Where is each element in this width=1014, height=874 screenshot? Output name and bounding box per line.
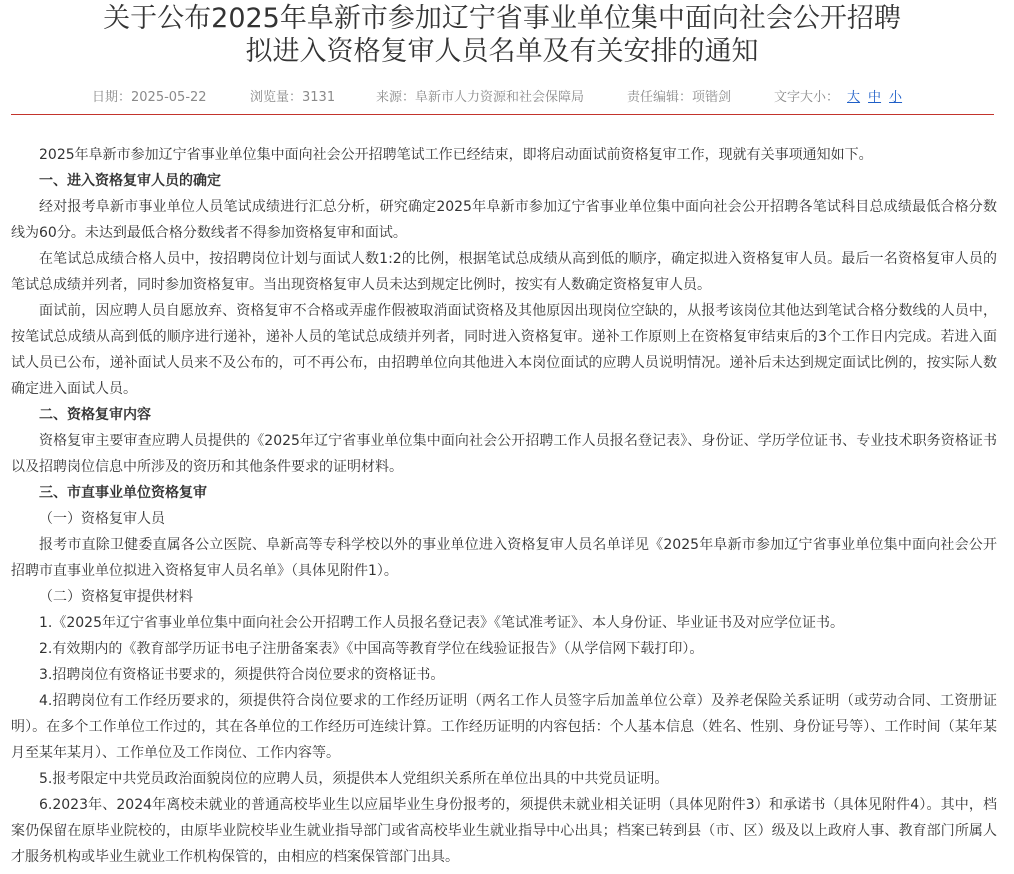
- responsible-editor: 责任编辑：项锴剑: [627, 90, 732, 105]
- font-size-large-link[interactable]: 大: [847, 90, 861, 105]
- article-title-line-2: 拟进入资格复审人员名单及有关安排的通知: [245, 36, 759, 67]
- article-body: [11, 142, 997, 870]
- article-title-line-1: 关于公布2025年阜新市参加辽宁省事业单位集中面向社会公开招聘: [103, 3, 901, 34]
- list-item: 2.有效期内的《教育部学历证书电子注册备案表》《中国高等教育学位在线验证报告》（从学信网下载打印）。: [39, 641, 704, 657]
- list-item: 6.2023年、2024年离校未就业的普通高校毕业生以应届毕业生身份报考的，须提供未就业相关证明（具体见附件3）和承诺书（具体见附件4）。其中，档案仍保留在原毕业院校的，由原毕业院校毕业生就业指导部门或省高校毕业生就业指导中心出具；档案已转到县（市、区）级及以上政府人事、教育部门所属人才服务机构或毕业生就业工作机构保管的，由相应的档案保管部门出具。: [11, 797, 997, 865]
- body-paragraph: 资格复审主要审查应聘人员提供的《2025年辽宁省事业单位集中面向社会公开招聘工作人员报名登记表》、身份证、学历学位证书、专业技术职务资格证书以及招聘岗位信息中所涉及的资历和其他条件要求的证明材料。: [11, 433, 997, 475]
- subsection-heading-1: （一）资格复审人员: [39, 511, 165, 527]
- view-count: 浏览量：3131: [250, 90, 336, 105]
- body-paragraph: 经对报考阜新市事业单位人员笔试成绩进行汇总分析，研究确定2025年阜新市参加辽宁省事业单位集中面向社会公开招聘各笔试科目总成绩最低合格分数线为60分。未达到最低合格分数线者不得参加资格复审和面试。: [11, 199, 997, 241]
- font-size-medium-link[interactable]: 中: [868, 90, 882, 105]
- list-item: 3.招聘岗位有资格证书要求的，须提供符合岗位要求的资格证书。: [39, 667, 445, 683]
- font-size-small-link[interactable]: 小: [889, 90, 903, 105]
- section-heading-1: 一、进入资格复审人员的确定: [39, 173, 221, 189]
- article-source: 来源：阜新市人力资源和社会保障局: [376, 90, 585, 105]
- body-paragraph: 面试前，因应聘人员自愿放弃、资格复审不合格或弄虚作假被取消面试资格及其他原因出现岗位空缺的，从报考该岗位其他达到笔试合格分数线的人员中，按笔试总成绩从高到低的顺序进行递补，递补人员的笔试总成绩并列者，同时进入资格复审。递补工作原则上在资格复审结束后的3个工作日内完成。若进入面试人员已公布，递补面试人员来不及公布的，可不再公布，由招聘单位向其他进入本岗位面试的应聘人员说明情况。递补后未达到规定面试比例的，按实际人数确定进入面试人员。: [11, 303, 997, 397]
- section-heading-3: 三、市直事业单位资格复审: [39, 485, 207, 501]
- font-size-label: 文字大小：: [774, 90, 840, 105]
- list-item: 1.《2025年辽宁省事业单位集中面向社会公开招聘工作人员报名登记表》《笔试准考证》、本人身份证、毕业证书及对应学位证书。: [39, 615, 844, 631]
- article-title: [0, 2, 1004, 68]
- body-paragraph: 在笔试总成绩合格人员中，按招聘岗位计划与面试人数1:2的比例，根据笔试总成绩从高到低的顺序，确定拟进入资格复审人员。最后一名资格复审人员的笔试总成绩并列者，同时参加资格复审。当出现资格复审人员未达到规定比例时，按实有人数确定资格复审人员。: [11, 251, 997, 293]
- publish-date: 日期：2025-05-22: [92, 90, 207, 105]
- body-paragraph: 报考市直除卫健委直属各公立医院、阜新高等专科学校以外的事业单位进入资格复审人员名单详见《2025年阜新市参加辽宁省事业单位集中面向社会公开招聘市直事业单位拟进入资格复审人员名单》（具体见附件1）。: [11, 537, 997, 579]
- title-divider: [11, 114, 994, 115]
- list-item: 4.招聘岗位有工作经历要求的，须提供符合岗位要求的工作经历证明（两名工作人员签字后加盖单位公章）及养老保险关系证明（或劳动合同、工资册证明）。在多个工作单位工作过的，其在各单位的工作经历可连续计算。工作经历证明的内容包括：个人基本信息（姓名、性别、身份证号等）、工作时间（某年某月至某年某月）、工作单位及工作岗位、工作内容等。: [11, 693, 997, 761]
- intro-paragraph: 2025年阜新市参加辽宁省事业单位集中面向社会公开招聘笔试工作已经结束，即将启动面试前资格复审工作，现就有关事项通知如下。: [39, 147, 873, 163]
- subsection-heading-2: （二）资格复审提供材料: [39, 589, 193, 605]
- section-heading-2: 二、资格复审内容: [39, 407, 151, 423]
- font-size-switcher: [774, 86, 902, 105]
- list-item: 5.报考限定中共党员政治面貌岗位的应聘人员，须提供本人党组织关系所在单位出具的中共党员证明。: [39, 771, 669, 787]
